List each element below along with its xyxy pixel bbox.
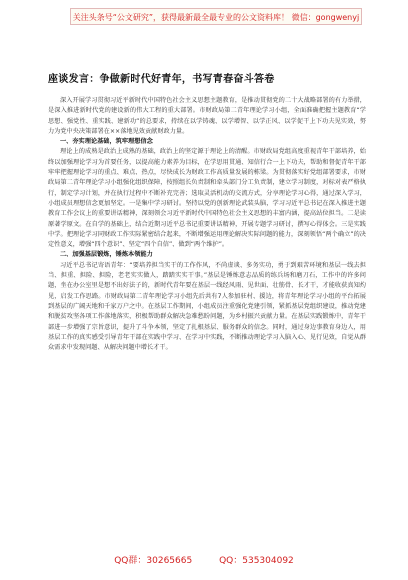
qq-group-text: QQ群：30265665 xyxy=(114,556,193,566)
section-1-heading: 一、夯实理论基础，筑牢理想信念 xyxy=(60,138,153,146)
section-1-paragraph: 理论上的成熟是政治上成熟的基础，政治上的坚定源于理论上的清醒。市财政局党组高度重视青年干部培养，始终以加强理论学习为首要任务，以提高能力素养为目标，在学思用贯通、知信行合一上下功夫，帮助和督促青年干部牢牢把握理论学习的重点、难点、热点，尽快成长为财政工作高质量发展的栋梁。为贯彻落实好党组部署要求，市财政局第二青年理论学习小组强化组织保障，按照组长负责制和牵头部门分工负责制，建立学习制度，对标对表严格执行，制定学习计划，并在执行过程中不断补充完善；选取灵活机动的交流方式，分享理论学习心得，通过深入学习，小组成员理想信念更加坚定。一是集中学习研讨。坚持以党的创新理论武装头脑，学习习近平总书记在深入推进主题教育工作会议上的重要讲话精神，深刻领会习近平新时代中国特色社会主义思想的丰富内涵，提高站位担当。二是读原著学原文。在自学的基础上，结合近期习近平总书记重要讲话精神，开展专题学习研讨，撰写心得体会。三是实践中学。把理论学习同财政工作实际紧密结合起来，不断增强运用理论解决实际问题的能力，深刻领悟“两个确立”的决定性意义，增强“四个意识”、坚定“四个自信”、做到“两个维护”。 xyxy=(48,148,366,249)
section-2-heading: 二、加强基层锻炼，锤炼本领能力 xyxy=(60,251,153,259)
section-2-paragraph: 习近平总书记寄语青年：“要培养担当实干的工作作风，不尚虚谈、多务实功，勇于到艰苦环境和基层一线去担当、担重、担险、担险，老老实实做人，踏踏实实干事。”基层是锤炼意志品质的练兵场和磨刀石，工作中的许多问题，坐在办公室里是想不出好法子的，新时代青年要在基层一线经风雨、见世面、壮筋骨、长才干，才能收获真知灼见，启发工作思路。市财政局第二青年理论学习小组先后共有7人参加驻村、援边，将青年理论学习小组的平台拓展到基层的广阔天地和千家万户之中。在基层工作期间，小组成员注重强化党建引领，紧抓基层党组织建设，推动党建和脱贫攻坚各项工作落地落实，积极帮助群众解决急难愁盼问题，为乡村振兴贡献力量。在基层实践锻炼中，青年干部进一步增强了宗旨意识，提升了斗争本领，坚定了扎根基层、服务群众的信念。同时，通过身边事教育身边人，用基层工作的真实感受引导青年干部在实践中学习、在学习中实践，不断推动理论学习入脑入心、见行见效，自觉从群众需求中发现问题、从解决问题中增长才干。 xyxy=(48,261,366,352)
document-body xyxy=(48,96,366,353)
intro-paragraph: 深入开展学习贯彻习近平新时代中国特色社会主义思想主题教育，是推动贯彻党的二十大战略部署的有力举措，是深入推进新时代党的建设新的伟大工程的重大部署。市财政局第二青年理论学习小组，全面准确把握主题教育“学思想、强党性、重实践、建新功”的总要求，持续在以学铸魂、以学增智、以学正风、以学促干上下功夫见实效，努力为党中央决策部署在××落地见效贡献财政力量。 xyxy=(48,97,366,135)
document-title: 座谈发言：争做新时代好青年，书写青春奋斗答卷 xyxy=(48,74,275,85)
qq-text: QQ：535304092 xyxy=(219,556,294,566)
footer-contacts xyxy=(0,553,408,566)
promo-banner: 关注头条号“公文研究”，获得最新最全最专业的公文资料库！ 微信：gongwenyj xyxy=(70,8,362,25)
